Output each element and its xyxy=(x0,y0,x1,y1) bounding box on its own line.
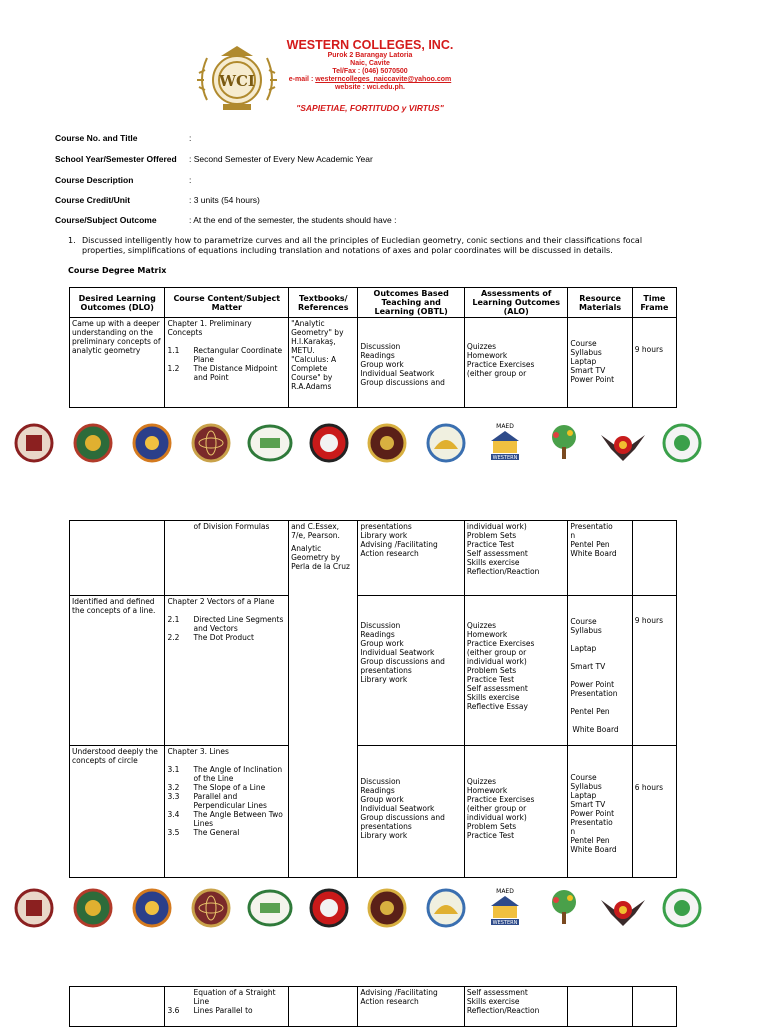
list-item: Individual Seatwork xyxy=(360,648,435,657)
course-title-value: : xyxy=(189,133,192,143)
content-item: 2.1 Directed Line Segments and Vectors xyxy=(167,615,284,633)
address-line-2: Naic, Cavite xyxy=(350,60,390,67)
seal-icon xyxy=(479,420,531,466)
dlo-cell: Understood deeply the concepts of circle xyxy=(70,746,165,878)
seal-icon xyxy=(479,885,531,931)
reference-item: Analytic Geometry by Perla de la Cruz xyxy=(291,544,350,571)
content-item: 3.2 The Slope of a Line xyxy=(167,783,266,792)
email-line xyxy=(280,76,460,84)
list-item: Power Point xyxy=(570,375,615,384)
list-item: individual work) xyxy=(466,813,527,822)
dlo-cell xyxy=(70,521,165,596)
seal-icon xyxy=(361,420,413,466)
list-item: Homework xyxy=(466,630,508,639)
seal-icon xyxy=(185,885,237,931)
seal-icon xyxy=(597,885,649,931)
degree-matrix-table-3 xyxy=(69,986,677,1027)
list-item: Pentel Pen xyxy=(570,707,610,716)
outcome-label: Course/Subject Outcome xyxy=(55,215,157,225)
seal-icon xyxy=(420,885,472,931)
list-item: Pentel Pen xyxy=(570,836,610,845)
dlo-cell: Identified and defined the concepts of a line. xyxy=(70,596,165,746)
svg-text:MAED: MAED xyxy=(496,888,515,895)
list-item: (either group or xyxy=(466,648,527,657)
list-item: Group discussions and xyxy=(360,378,445,387)
semester-label: School Year/Semester Offered xyxy=(55,154,177,164)
header-resources: Resource Materials xyxy=(568,288,632,318)
partner-logo-strip xyxy=(8,878,708,938)
list-item: individual work) xyxy=(466,522,527,531)
list-item: Discussion xyxy=(360,777,401,786)
content-cell: Equation of a Straight Line 3.6 Lines Parallel to xyxy=(165,987,289,1027)
list-item: presentations xyxy=(360,822,412,831)
list-item: Quizzes xyxy=(466,777,497,786)
partner-logo-strip xyxy=(8,413,708,473)
obtl-cell xyxy=(358,746,465,878)
list-item: Laptap xyxy=(570,357,597,366)
alo-cell xyxy=(464,746,568,878)
list-item: Discussion xyxy=(360,621,401,630)
list-item: Self assessment xyxy=(466,988,528,997)
seal-icon xyxy=(8,885,60,931)
header-dlo: Desired Learning Outcomes (DLO) xyxy=(70,288,165,318)
seal-icon xyxy=(244,420,296,466)
seal-icon xyxy=(67,420,119,466)
alo-cell xyxy=(464,987,568,1027)
list-item: White Board xyxy=(570,845,617,854)
list-item: Library work xyxy=(360,831,408,840)
outcome-text: Discussed intelligently how to parametrize curves and all the principles of Eucledian geometry, conic sections and their classifications focal properties, simplifications of equations including translation and notations of axes and polar coordinates will be discussed in details. xyxy=(82,236,643,255)
credit-label: Course Credit/Unit xyxy=(55,195,131,205)
seal-icon xyxy=(244,885,296,931)
list-item: Individual Seatwork xyxy=(360,369,435,378)
seal-icon xyxy=(656,420,708,466)
svg-text:WESTERN: WESTERN xyxy=(492,455,518,461)
reference-item: "Calculus: A Complete Course" by R.A.Adams xyxy=(291,355,337,391)
list-item: individual work) xyxy=(466,657,527,666)
seal-icon xyxy=(303,420,355,466)
list-item: Library work xyxy=(360,675,408,684)
dlo-cell xyxy=(70,987,165,1027)
list-item: Discussion xyxy=(360,342,401,351)
list-item: Advising /Facilitating xyxy=(360,540,438,549)
resources-cell xyxy=(568,987,632,1027)
list-item: Course xyxy=(570,773,597,782)
school-contact xyxy=(280,52,460,92)
seal-icon xyxy=(656,885,708,931)
header-references: Textbooks/ References xyxy=(289,288,358,318)
list-item: Syllabus xyxy=(570,348,602,357)
content-item: 3.5 The General xyxy=(167,828,240,837)
chapter-title: Chapter 3. Lines xyxy=(167,747,229,756)
header-obtl: Outcomes Based Teaching and Learning (OBTL) xyxy=(358,288,465,318)
list-item: Group work xyxy=(360,639,404,648)
outcome-number: 1. xyxy=(68,236,76,245)
school-motto: "SAPIETIAE, FORTITUDO y VIRTUS" xyxy=(296,103,444,113)
time-frame: 9 hours xyxy=(634,616,663,625)
course-outcome-item xyxy=(68,236,676,255)
seal-icon xyxy=(126,885,178,931)
alo-cell xyxy=(464,318,568,408)
seal-icon xyxy=(420,420,472,466)
dlo-cell: Came up with a deeper understanding on the preliminary concepts of analytic geometry xyxy=(70,318,165,408)
content-cell xyxy=(165,596,289,746)
list-item: Presentatio xyxy=(570,522,613,531)
list-item: Group work xyxy=(360,360,404,369)
time-cell xyxy=(632,746,676,878)
reference-item: and C.Essex, 7/e, Pearson. xyxy=(291,522,340,540)
seal-icon xyxy=(8,420,60,466)
list-item: Quizzes xyxy=(466,621,497,630)
list-item: Advising /Facilitating xyxy=(360,988,438,997)
website-line: website : wci.edu.ph. xyxy=(334,84,405,91)
list-item: Reflection/Reaction xyxy=(466,567,540,576)
resources-cell xyxy=(568,318,632,408)
list-item: Quizzes xyxy=(466,342,497,351)
list-item: presentations xyxy=(360,522,412,531)
list-item: Group discussions and xyxy=(360,813,445,822)
email-label: e-mail : xyxy=(288,76,316,83)
header-content: Course Content/Subject Matter xyxy=(165,288,289,318)
list-item: Library work xyxy=(360,531,408,540)
list-item: Reflection/Reaction xyxy=(466,1006,540,1015)
semester-value: : Second Semester of Every New Academic Year xyxy=(189,154,373,164)
list-item: presentations xyxy=(360,666,412,675)
description-label: Course Description xyxy=(55,175,134,185)
list-item: Homework xyxy=(466,786,508,795)
list-item: Syllabus xyxy=(570,626,602,635)
content-item: 3.1 The Angle of Inclination of the Line xyxy=(167,765,283,783)
alo-cell xyxy=(464,521,568,596)
reference-item: "Analytic Geometry" by H.l.Karakaş, METU. xyxy=(291,319,344,355)
list-item: Smart TV xyxy=(570,800,606,809)
list-item: Practice Exercises xyxy=(466,639,535,648)
logo-monogram: WCI xyxy=(219,72,255,90)
header-time-frame: Time Frame xyxy=(632,288,676,318)
time-cell xyxy=(632,521,676,596)
seal-icon xyxy=(126,420,178,466)
time-frame: 9 hours xyxy=(634,345,663,354)
list-item: Course xyxy=(570,617,597,626)
list-item: Problem Sets xyxy=(466,531,517,540)
content-cell xyxy=(165,318,289,408)
list-item: Action research xyxy=(360,549,419,558)
svg-text:MAED: MAED xyxy=(496,423,515,430)
list-item: Smart TV xyxy=(570,662,606,671)
list-item: Laptap xyxy=(570,644,597,653)
address-line-1: Purok 2 Barangay Latoria xyxy=(327,52,413,59)
content-cell xyxy=(165,746,289,878)
matrix-title: Course Degree Matrix xyxy=(68,266,167,275)
list-item: Laptap xyxy=(570,791,597,800)
chapter-title: Chapter 2 Vectors of a Plane xyxy=(167,597,275,606)
list-item: Power Point xyxy=(570,809,615,818)
obtl-cell xyxy=(358,521,465,596)
list-item: Problem Sets xyxy=(466,822,517,831)
header-alo: Assessments of Learning Outcomes (ALO) xyxy=(464,288,568,318)
list-item: Presentation xyxy=(570,689,618,698)
list-item: White Board xyxy=(570,549,617,558)
seal-icon xyxy=(538,420,590,466)
college-logo xyxy=(193,40,281,120)
content-item: 3.4 The Angle Between Two Lines xyxy=(167,810,283,828)
content-cell: of Division Formulas xyxy=(165,521,289,596)
telfax-line: Tel/Fax : (046) 5070500 xyxy=(332,68,408,75)
seal-icon xyxy=(67,885,119,931)
obtl-cell xyxy=(358,318,465,408)
table-row xyxy=(70,521,677,596)
description-value: : xyxy=(189,175,192,185)
list-item: Action research xyxy=(360,997,419,1006)
credit-value: : 3 units (54 hours) xyxy=(189,195,260,205)
content-item: 3.3 Parallel and Perpendicular Lines xyxy=(167,792,267,810)
table-row xyxy=(70,987,677,1027)
time-frame: 6 hours xyxy=(634,783,663,792)
list-item: Practice Exercises xyxy=(466,795,535,804)
degree-matrix-table-2 xyxy=(69,520,677,878)
alo-cell xyxy=(464,596,568,746)
list-item: Skills exercise xyxy=(466,558,520,567)
list-item: Homework xyxy=(466,351,508,360)
list-item: Reflective Essay xyxy=(466,702,528,711)
chapter-title: Chapter 1. Preliminary Concepts xyxy=(167,319,252,337)
obtl-cell xyxy=(358,987,465,1027)
seal-icon xyxy=(185,420,237,466)
course-title-label: Course No. and Title xyxy=(55,133,138,143)
references-cell xyxy=(289,521,358,878)
list-item: Group discussions and xyxy=(360,657,445,666)
outcome-value: : At the end of the semester, the students should have : xyxy=(189,215,397,225)
table-header-row xyxy=(70,288,677,318)
list-item: Practice Test xyxy=(466,540,515,549)
list-item: Self assessment xyxy=(466,549,528,558)
list-item: n xyxy=(570,531,576,540)
list-item: Power Point xyxy=(570,680,615,689)
list-item: Pentel Pen xyxy=(570,540,610,549)
list-item: Presentatio xyxy=(570,818,613,827)
time-cell xyxy=(632,987,676,1027)
seal-icon xyxy=(597,420,649,466)
list-item: Skills exercise xyxy=(466,693,520,702)
degree-matrix-table-1 xyxy=(69,287,677,408)
list-item: Group work xyxy=(360,795,404,804)
resources-cell xyxy=(568,521,632,596)
references-cell xyxy=(289,987,358,1027)
time-cell xyxy=(632,318,676,408)
obtl-cell xyxy=(358,596,465,746)
content-item: 2.2 The Dot Product xyxy=(167,633,254,642)
list-item: Course xyxy=(570,339,597,348)
list-item: Individual Seatwork xyxy=(360,804,435,813)
table-row xyxy=(70,746,677,878)
school-name: WESTERN COLLEGES, INC. xyxy=(286,38,454,52)
time-cell xyxy=(632,596,676,746)
seal-icon xyxy=(303,885,355,931)
list-item: Self assessment xyxy=(466,684,528,693)
table-row xyxy=(70,318,677,408)
list-item: Readings xyxy=(360,351,395,360)
list-item: Readings xyxy=(360,630,395,639)
svg-text:WESTERN: WESTERN xyxy=(492,920,518,926)
list-item: (either group or xyxy=(466,369,527,378)
list-item: Smart TV xyxy=(570,366,606,375)
seal-icon xyxy=(361,885,413,931)
table-row xyxy=(70,596,677,746)
email-link[interactable]: westerncolleges_naiccavite@yahoo.com xyxy=(315,76,452,83)
content-item: 3.6 Lines Parallel to xyxy=(167,1006,253,1015)
list-item: Readings xyxy=(360,786,395,795)
list-item: Practice Test xyxy=(466,675,515,684)
references-cell xyxy=(289,318,358,408)
list-item: Problem Sets xyxy=(466,666,517,675)
seal-icon xyxy=(538,885,590,931)
list-item: Syllabus xyxy=(570,782,602,791)
resources-cell xyxy=(568,746,632,878)
list-item: (either group or xyxy=(466,804,527,813)
list-item: Practice Exercises xyxy=(466,360,535,369)
content-item: 1.1 Rectangular Coordinate Plane xyxy=(167,346,283,364)
list-item: White Board xyxy=(572,725,619,734)
list-item: Skills exercise xyxy=(466,997,520,1006)
list-item: Practice Test xyxy=(466,831,515,840)
resources-cell xyxy=(568,596,632,746)
list-item: n xyxy=(570,827,576,836)
content-item: 1.2 The Distance Midpoint and Point xyxy=(167,364,278,382)
